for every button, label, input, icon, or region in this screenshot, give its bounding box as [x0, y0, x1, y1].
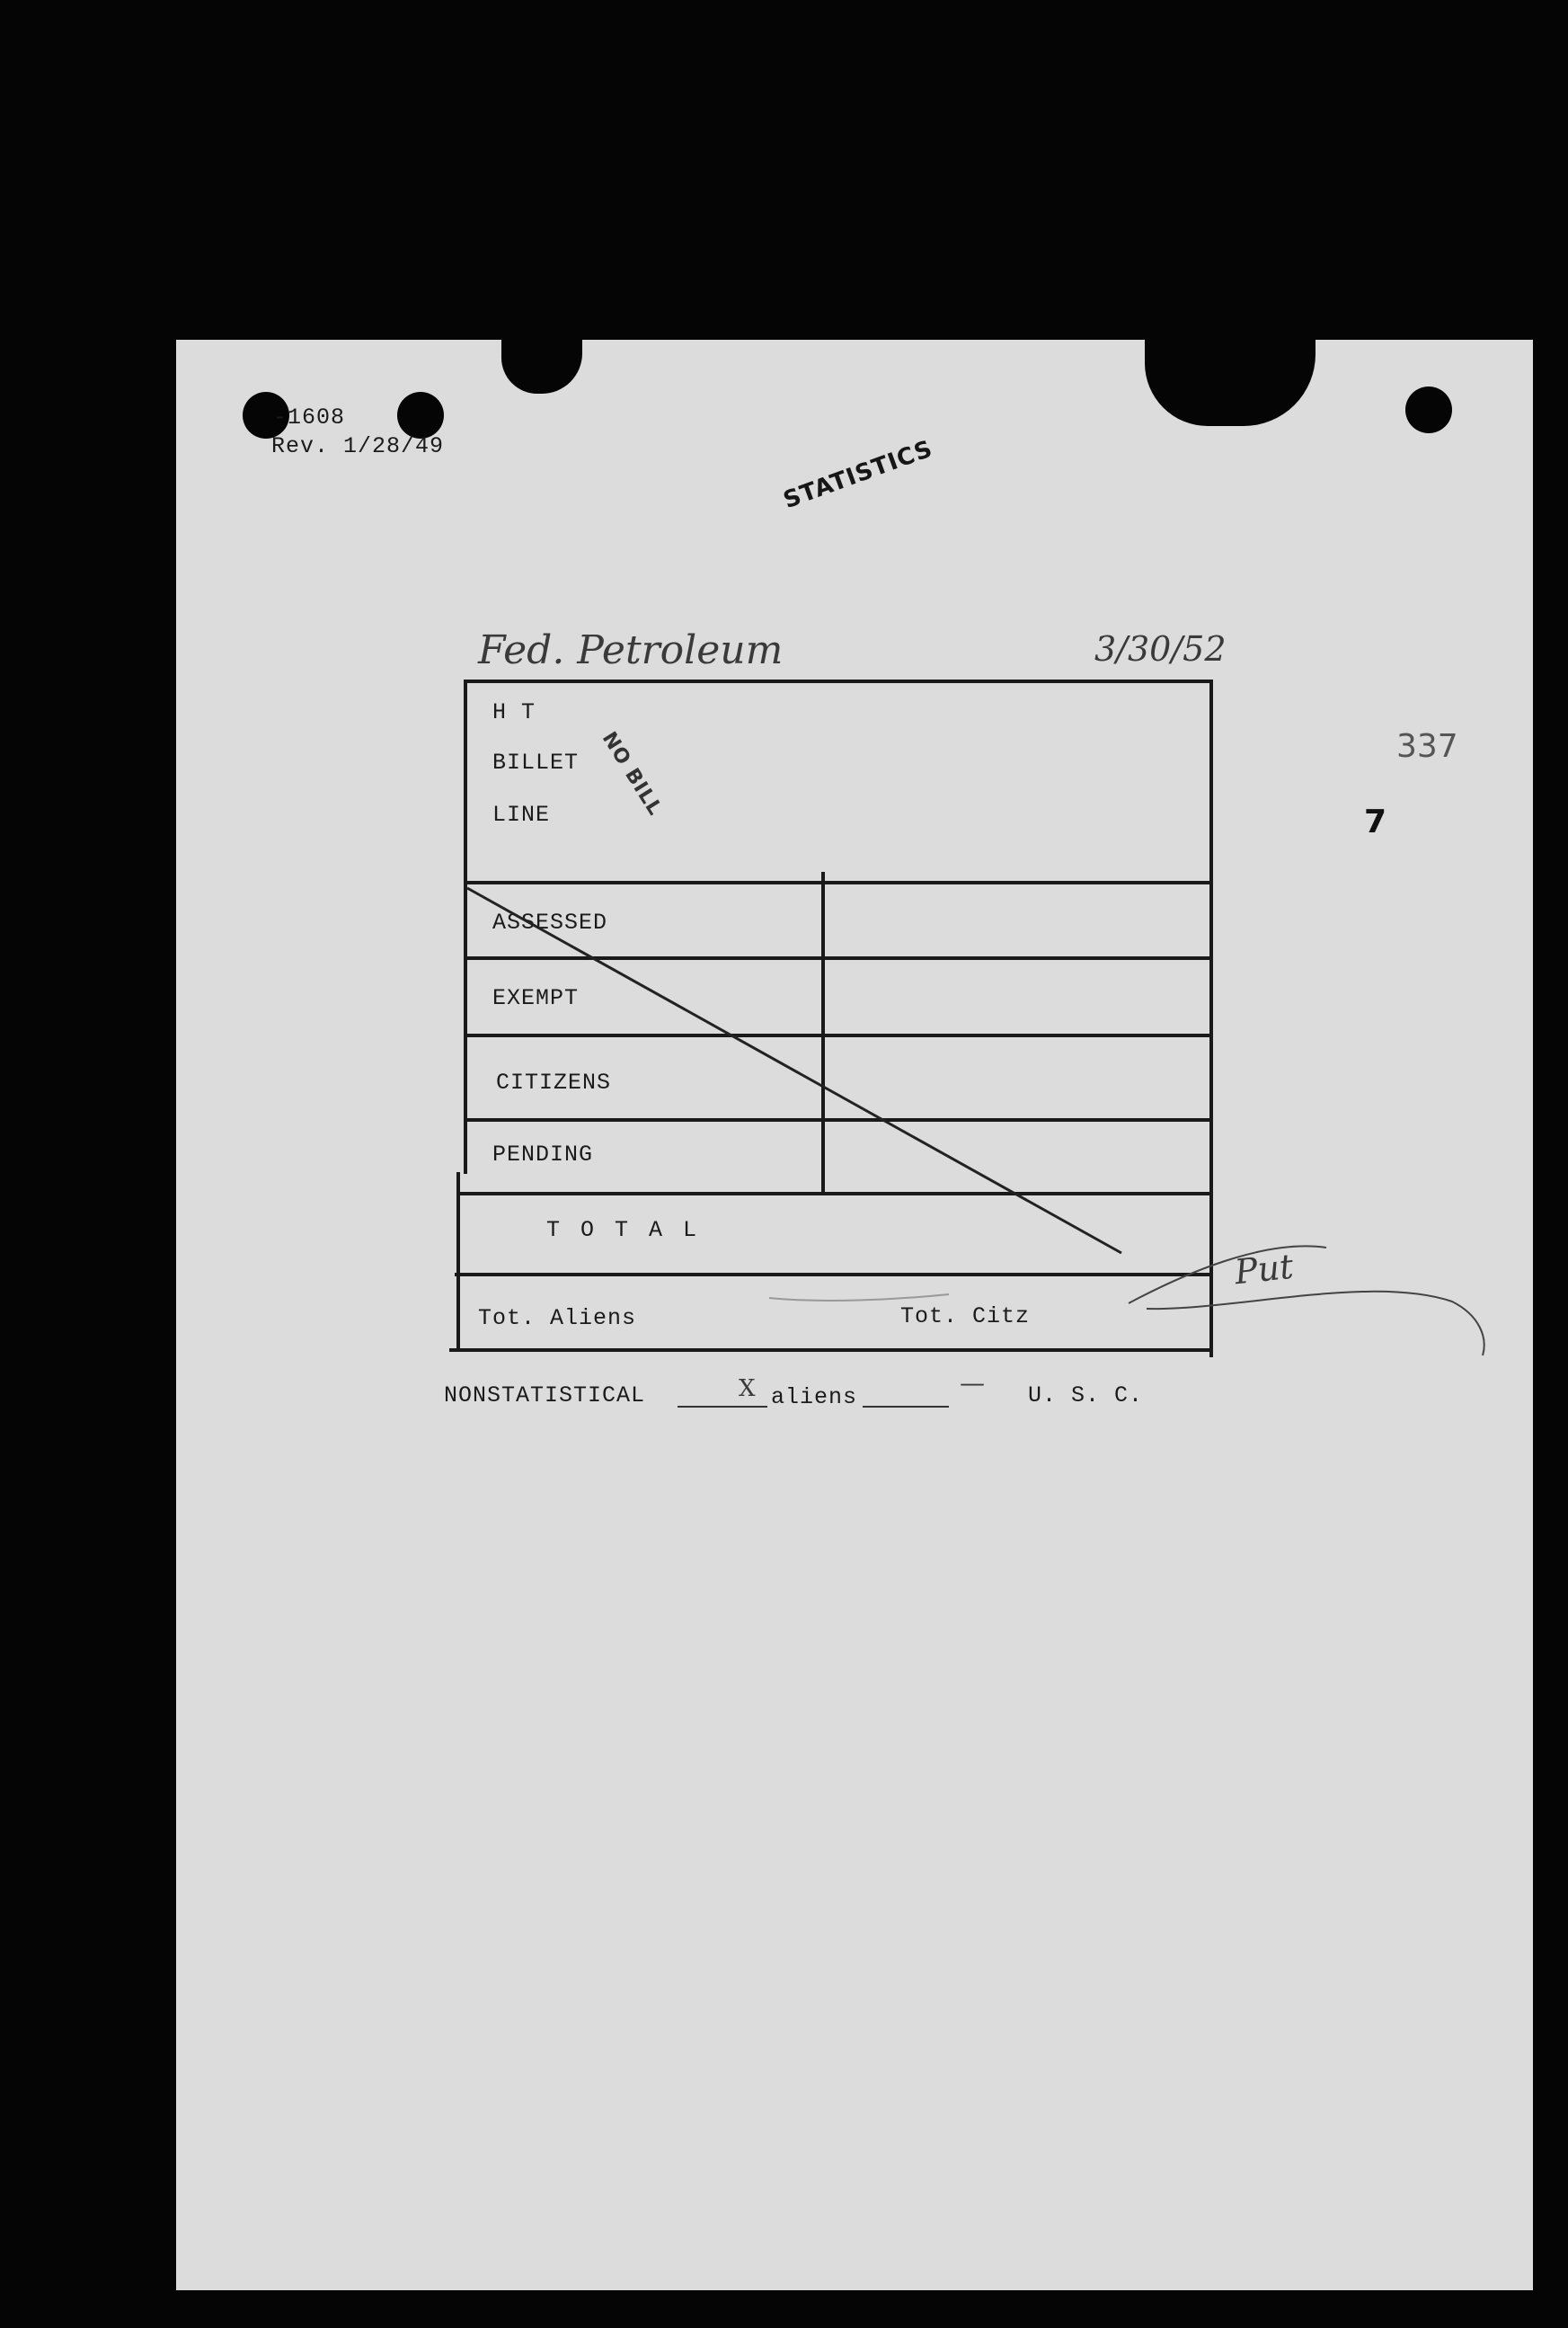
pen-marks — [176, 340, 1533, 2290]
statistics-stamp: STATISTICS — [780, 435, 937, 515]
page-number-stamped: 7 — [1364, 804, 1387, 840]
nonstatistical-aliens-label: aliens — [771, 1384, 858, 1410]
header-line-ht: H T — [492, 699, 536, 725]
initials-handwritten: Put — [1232, 1246, 1296, 1293]
nonstatistical-aliens-value: X — [739, 1375, 756, 1402]
document-page — [176, 340, 1533, 2290]
company-name-handwritten: Fed. Petroleum — [478, 627, 784, 673]
tot-aliens-label: Tot. Aliens — [478, 1305, 637, 1331]
pencil-mark — [769, 1294, 949, 1301]
no-bill-stamp: NO BILL — [597, 728, 667, 821]
total-label: T O T A L — [546, 1217, 701, 1243]
tot-citizens-label: Tot. Citz — [900, 1303, 1031, 1329]
row-label-exempt: EXEMPT — [492, 985, 580, 1011]
row-label-citizens: CITIZENS — [496, 1070, 612, 1096]
page-number-handwritten: 337 — [1396, 728, 1458, 765]
signature-flourish — [1129, 1246, 1484, 1355]
nonstatistical-usc-label: U. S. C. — [1028, 1382, 1144, 1408]
date-handwritten: 3/30/52 — [1094, 629, 1227, 669]
nonstatistical-label: NONSTATISTICAL — [444, 1382, 646, 1408]
header-line-billet: BILLET — [492, 750, 580, 776]
row-label-assessed: ASSESSED — [492, 910, 608, 936]
row-label-pending: PENDING — [492, 1142, 594, 1168]
nonstatistical-usc-value: — — [960, 1368, 985, 1398]
diagonal-strike-line — [467, 888, 1121, 1253]
form-number: -1608 — [273, 404, 346, 431]
header-line-line: LINE — [492, 802, 551, 828]
form-revision: Rev. 1/28/49 — [271, 433, 445, 459]
